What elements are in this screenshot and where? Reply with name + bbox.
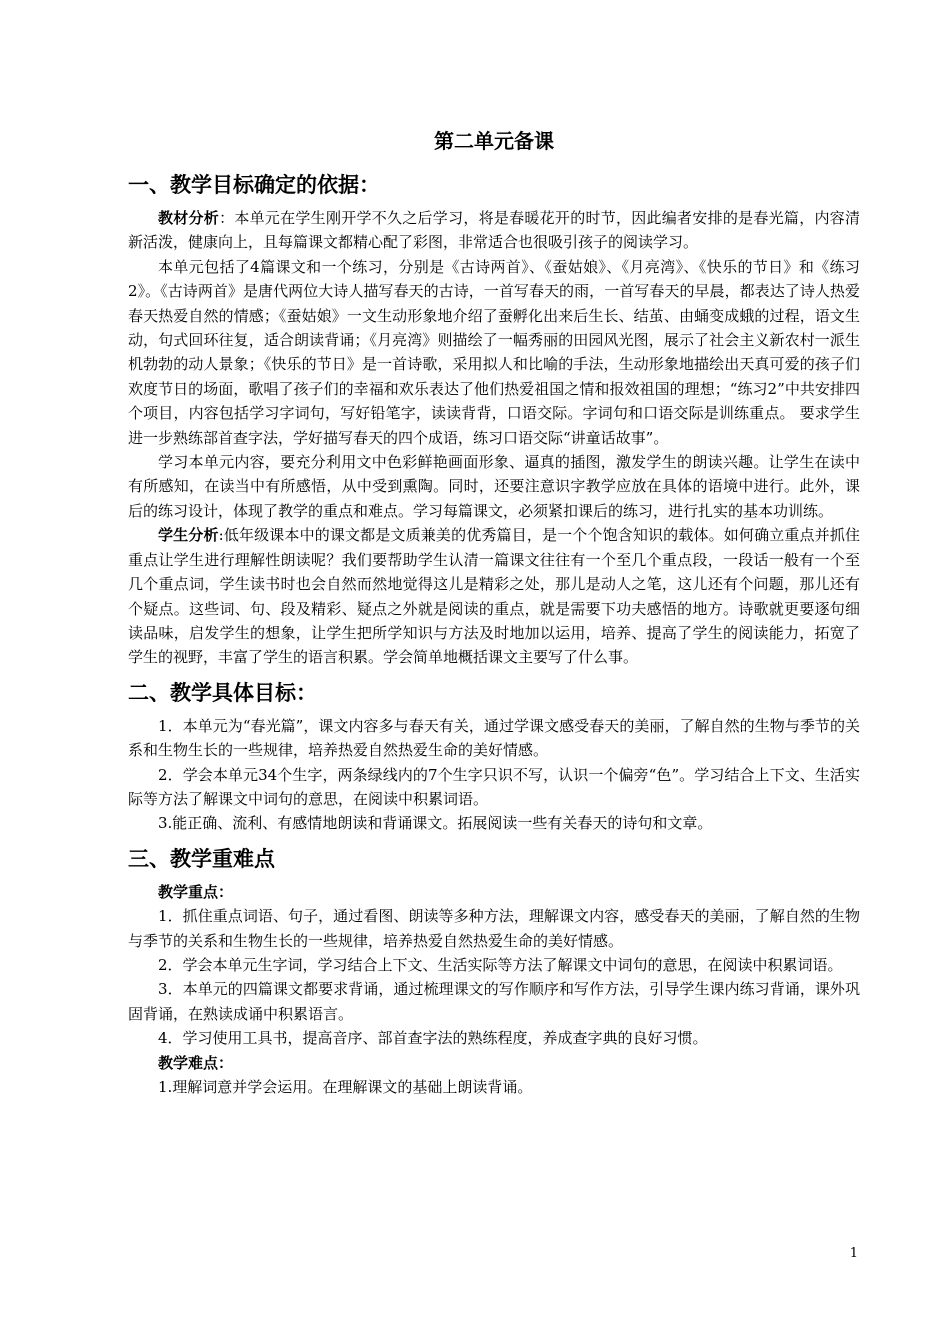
section-heading-objectives: 二、教学具体目标： xyxy=(128,680,317,705)
objective-item: 3.能正确、流利、有感情地朗读和背诵课文。拓展阅读一些有关春天的诗句和文章。 xyxy=(158,814,713,833)
paragraph-learning-approach: 学习本单元内容，要充分利用文中色彩鲜艳画面形象、逼真的插图，激发学生的朗读兴趣。让学生在读中有所感知，在读当中有所感悟，从中受到熏陶。同时，还要注意识字教学应放在具体的语境中进行。此外，课后的练习设计，体现了教学的重点和难点。学习每篇课文，必须紧扣课后的练习，进行扎实的基本功训练。 xyxy=(128,453,860,520)
material-analysis-label: 教材分析 xyxy=(158,209,220,227)
page-title: 第二单元备课 xyxy=(434,129,554,153)
page-number: 1 xyxy=(849,1246,858,1261)
objective-item: 2．学会本单元34个生字，两条绿线内的7个生字只识不写，认识一个偏旁“色”。学习结合上下文、生活实际等方法了解课文中词句的意思，在阅读中积累词语。 xyxy=(128,765,860,808)
material-analysis-text: ：本单元在学生刚开学不久之后学习，将是春暖花开的时节，因此编者安排的是春光篇，内容清新活泼，健康向上，且每篇课文都精心配了彩图，非常适合也很吸引孩子的阅读学习。 xyxy=(128,209,860,252)
section-heading-key-difficult: 三、教学重难点 xyxy=(128,846,275,871)
key-points-label: 教学重点： xyxy=(158,882,234,901)
section-spacer xyxy=(128,670,860,678)
document-body xyxy=(128,126,860,1099)
key-point-item: 4．学习使用工具书，提高音序、部首查字法的熟练程度，养成查字典的良好习惯。 xyxy=(158,1029,708,1048)
paragraph-student-analysis xyxy=(128,523,860,669)
section-spacer xyxy=(128,836,860,844)
objective-item: 1．本单元为“春光篇”，课文内容多与春天有关，通过学课文感受春天的美丽，了解自然的生物与季节的关系和生物生长的一些规律，培养热爱自然热爱生命的美好情感。 xyxy=(128,716,860,760)
student-analysis-label: 学生分析 xyxy=(158,526,219,545)
key-point-item: 1．抓住重点词语、句子，通过看图、朗读等多种方法，理解课文内容，感受春天的美丽，了解自然的生物与季节的关系和生物生长的一些规律，培养热爱自然热爱生命的美好情感。 xyxy=(128,907,860,950)
difficult-points-label: 教学难点： xyxy=(158,1053,234,1072)
paragraph-material-analysis xyxy=(128,206,860,255)
key-point-item: 2．学会本单元生字词，学习结合上下文、生活实际等方法了解课文中词句的意思，在阅读中积累词语。 xyxy=(158,955,843,974)
key-point-item: 3．本单元的四篇课文都要求背诵，通过梳理课文的写作顺序和写作方法，引导学生课内练习背诵，课外巩固背诵，在熟读成诵中积累语言。 xyxy=(128,980,860,1023)
student-analysis-text: :低年级课本中的课文都是文质兼美的优秀篇目，是一个个饱含知识的载体。如何确立重点并抓住重点让学生进行理解性朗读呢？我们要帮助学生认清一篇课文往往有一个至几个重点段，一段话一般有一个至几个重点词，学生读书时也会自然而然地觉得这儿是精彩之处，那儿是动人之笔，这儿还有个问题，那儿还有个疑点。这些词、句、段及精彩、疑点之外就是阅读的重点，就是需要下功夫感悟的地方。诗歌就更要逐句细读品味，启发学生的想象，让学生把所学知识与方法及时地加以运用，培养、提高了学生的阅读能力，拓宽了学生的视野，丰富了学生的语言积累。学会简单地概括课文主要写了什么事。 xyxy=(128,526,860,667)
section-heading-basis: 一、教学目标确定的依据： xyxy=(128,173,380,197)
difficult-point-item: 1.理解词意并学会运用。在理解课文的基础上朗读背诵。 xyxy=(158,1078,533,1096)
paragraph-unit-contents: 本单元包括了4篇课文和一个练习，分别是《古诗两首》、《蚕姑娘》、《月亮湾》、《快乐的节日》和《练习2》。《古诗两首》是唐代两位大诗人描写春天的古诗，一首写春天的雨，一首写春天的早晨，都表达了诗人热爱春天热爱自然的情感；《蚕姑娘》一文生动形象地介绍了蚕孵化出来后生长、结茧、由蛹变成蛾的过程，语文生动，句式回环往复，适合朗读背诵；《月亮湾》则描绘了一幅秀丽的田园风光图，展示了社会主义新农村一派生机勃勃的动人景象；《快乐的节日》是一首诗歌，采用拟人和比喻的手法，生动形象地描绘出天真可爱的孩子们欢度节日的场面，歌唱了孩子们的幸福和欢乐表达了他们热爱祖国之情和报效祖国的理想；“练习2”中共安排四个项目，内容包括学习字词句，写好铅笔字，读读背背，口语交际。字词句和口语交际是训练重点。 要求学生进一步熟练部首查字法，学好描写春天的四个成语，练习口语交际“讲童话故事”。 xyxy=(128,257,860,447)
